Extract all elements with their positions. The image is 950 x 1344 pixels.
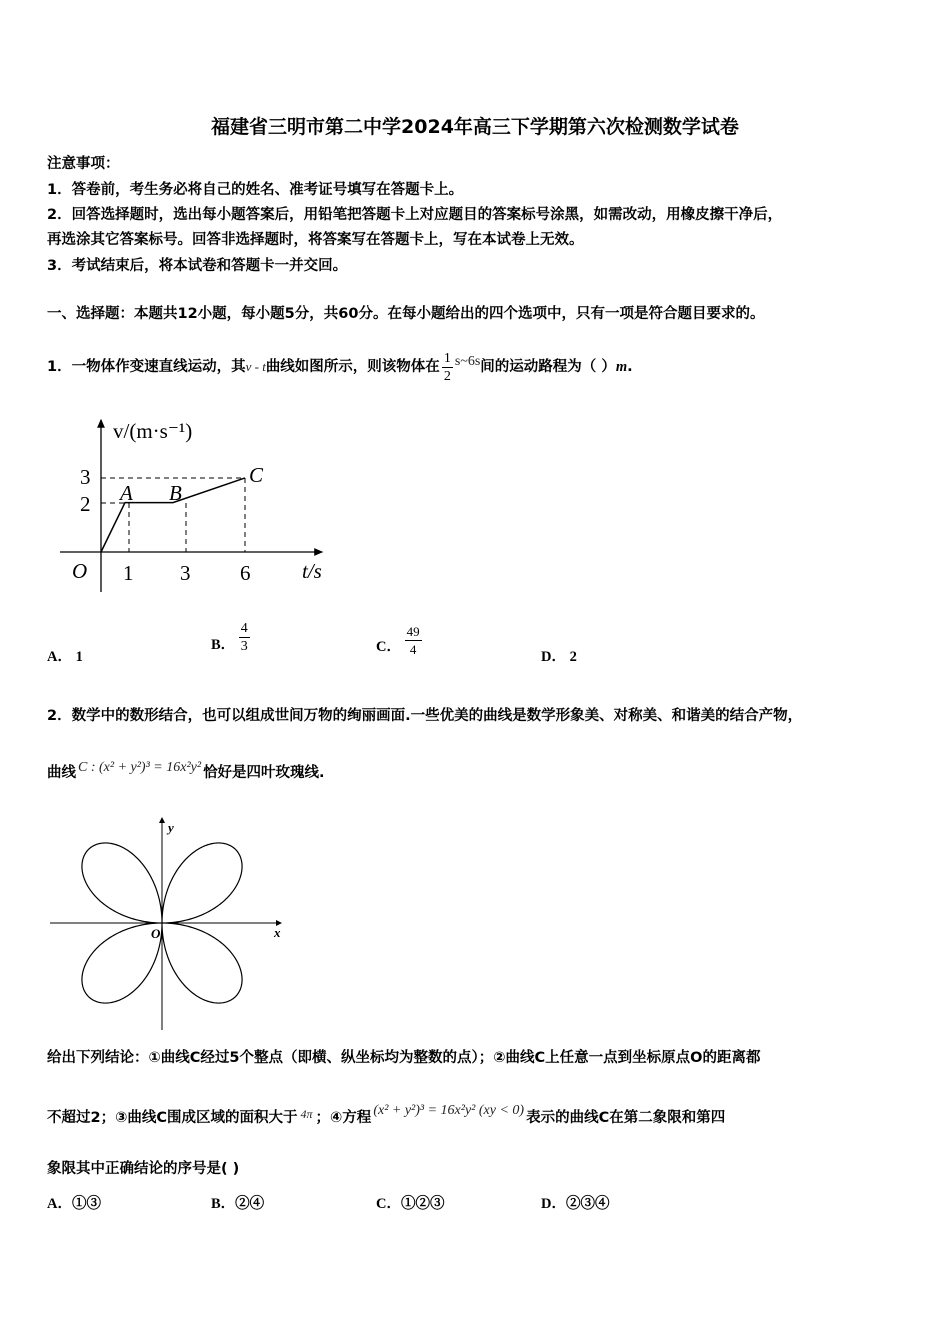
q1-option-d-label: D． (541, 649, 566, 665)
q1-option-c-den: 4 (409, 642, 417, 657)
rose-origin: O (151, 926, 161, 941)
q1-half-fraction (442, 350, 453, 385)
q1-option-d-value: 2 (569, 649, 577, 665)
notice-heading: 注意事项： (47, 156, 120, 172)
q2-line4-c: 表示的曲线C在第二象限和第四 (526, 1110, 726, 1126)
page-title: 福建省三明市第二中学2024年高三下学期第六次检测数学试卷 (211, 116, 739, 138)
vt-ytick-3: 3 (80, 465, 91, 489)
q1-range: s~6s (454, 354, 481, 369)
rose-x-label: x (274, 925, 281, 940)
vt-origin: O (72, 559, 88, 583)
q1-option-b-num: 4 (240, 621, 248, 636)
vt-xtick-3: 3 (180, 561, 191, 585)
notice-item-1: 1．答卷前，考生务必将自己的姓名、准考证号填写在答题卡上。 (47, 182, 464, 198)
q1-option-a-label: A． (47, 649, 72, 665)
rose-curve-graph (45, 812, 290, 1032)
q2-option-a[interactable]: A．①③ (47, 1196, 101, 1212)
question-2-line-5: 象限其中正确结论的序号是( ) (47, 1161, 240, 1177)
q2-option-b[interactable]: B．②④ (211, 1196, 265, 1212)
vt-point-c: C (249, 463, 264, 487)
section-heading: 一、选择题：本题共12小题，每小题5分，共60分。在每小题给出的四个选项中，只有一项是符合题目要求的。 (47, 306, 765, 322)
q2-line4-a: 不超过2；③曲线C围成区域的面积大于 (47, 1110, 298, 1126)
vt-xtick-1: 1 (123, 561, 134, 585)
q1-option-a[interactable] (47, 645, 83, 666)
q1-option-c-fraction (405, 623, 422, 658)
vt-graph (50, 410, 350, 610)
question-2-line-3: 给出下列结论：①曲线C经过5个整点（即横、纵坐标均为整数的点）；②曲线C上任意一点到坐标原点O的距离都 (47, 1050, 761, 1066)
notice-item-3: 3．考试结束后，将本试卷和答题卡一并交回。 (47, 258, 348, 274)
q2-option-c[interactable]: C．①②③ (376, 1196, 445, 1212)
q2-equation: C : (x² + y²)³ = 16x²y² (78, 760, 202, 775)
vt-point-a: A (120, 481, 133, 505)
rose-y-label: y (168, 820, 174, 835)
vt-xtick-6: 6 (240, 561, 251, 585)
q1-option-a-value: 1 (75, 649, 83, 665)
question-2-line-2 (47, 753, 325, 788)
q1-option-b[interactable] (211, 620, 250, 655)
q1-option-b-label: B． (211, 636, 236, 653)
q1-option-c-label: C． (376, 638, 401, 655)
q1-unit: m (615, 359, 628, 375)
vt-point-b: B (169, 481, 182, 505)
q1-suffix: 间的运动路程为（ ） (480, 359, 616, 375)
q2-line4-b: ；④方程 (315, 1110, 372, 1126)
vt-ytick-2: 2 (80, 492, 91, 516)
q1-option-d[interactable] (541, 645, 577, 666)
notice-item-2: 2．回答选择题时，选出每小题答案后，用铅笔把答题卡上对应题目的答案标号涂黑，如需改动，用橡皮擦干净后， (47, 207, 783, 223)
question-2-line-4 (47, 1096, 725, 1133)
vt-y-label: v/(m·s⁻¹) (113, 419, 193, 443)
q2-area: 4π (300, 1107, 313, 1121)
q1-frac-num: 1 (443, 350, 451, 366)
q2-option-d[interactable]: D．②③④ (541, 1196, 610, 1212)
q2-equation-2: (x² + y²)³ = 16x²y² (xy < 0) (373, 1103, 525, 1118)
q1-frac-den: 2 (443, 368, 451, 384)
q1-end: . (627, 359, 633, 375)
q1-option-b-den: 3 (240, 639, 248, 654)
question-2-line-1: 2．数学中的数形结合，也可以组成世间万物的绚丽画面.一些优美的曲线是数学形象美、对称美、和谐美的结合产物， (47, 708, 803, 724)
q2-line2-prefix: 曲线 (47, 765, 76, 781)
q1-option-c-num: 49 (406, 624, 420, 639)
q1-vt: v - t (245, 359, 266, 374)
q2-line2-suffix: 恰好是四叶玫瑰线. (203, 765, 325, 781)
q1-prefix: 1．一物体作变速直线运动，其 (47, 359, 246, 375)
question-1-stem (47, 342, 633, 387)
q1-option-b-fraction (239, 620, 250, 655)
vt-x-label: t/s (302, 559, 322, 583)
q1-option-c[interactable] (376, 623, 422, 658)
notice-item-2-cont: 再选涂其它答案标号。回答非选择题时，将答案写在答题卡上，写在本试卷上无效。 (47, 232, 584, 248)
q1-middle: 曲线如图所示，则该物体在 (265, 359, 440, 375)
